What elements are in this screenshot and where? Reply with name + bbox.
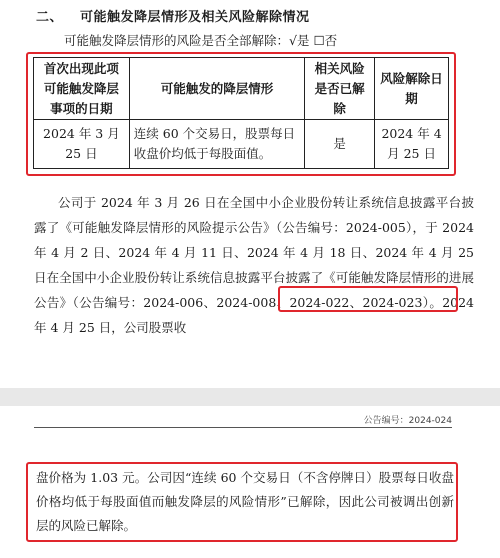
- resolution-paragraph: 盘价格为 1.03 元。公司因“连续 60 个交易日（不含停牌日）股票每日收盘价格均低于每股面值而触发降层的风险情形”已解除，因此公司被调出创新层的风险已解除。: [36, 470, 454, 533]
- disclosure-paragraph: [34, 190, 474, 340]
- header-rule: [34, 427, 452, 428]
- header-first-date: 首次出现此项可能触发降层事项的日期: [34, 58, 130, 120]
- cell-risk-resolved: 是: [305, 120, 375, 169]
- section-heading: [36, 6, 310, 25]
- inline-highlight-box: [278, 286, 458, 312]
- section-title: 可能触发降层情形及相关风险解除情况: [80, 10, 310, 25]
- header-trigger-situation: 可能触发的降层情形: [129, 58, 304, 120]
- paragraph-body: 公司于 2024 年 3 月 26 日在全国中小企业股份转让系统信息披露平台披露了《可能触发降层情形的风险提示公告》（公告编号：2024-005），于 2024 年 4 月 2 日、2024 年 4 月 11 日、2024 年 4 月 18 日、2024 年 4 月 25 日在全国中小企业股份转让系统信息披露平台披露了《可能触发降层情形的进展公告》（公告编号：2024-006、2024-008、2024-022、2024-023）。: [34, 195, 474, 310]
- header-resolution-date: 风险解除日期: [375, 58, 449, 120]
- cell-trigger-situation: 连续 60 个交易日，股票每日收盘价均低于每股面值。: [129, 120, 304, 169]
- cell-first-date: 2024 年 3 月 25 日: [34, 120, 130, 169]
- table-row: [34, 120, 449, 169]
- section-number: 二、: [36, 10, 64, 25]
- highlighted-text: 2024 年 4 月 25 日，公司股票收: [34, 295, 474, 335]
- header-risk-resolved: 相关风险是否已解除: [305, 58, 375, 120]
- risk-table: [33, 57, 449, 169]
- table-header-row: [34, 58, 449, 120]
- page-separator: [0, 388, 500, 406]
- risk-status-line: 可能触发降层情形的风险是否全部解除：√是 ☐否: [64, 33, 338, 48]
- announcement-number: 公告编号：2024-024: [363, 416, 452, 426]
- cell-resolution-date: 2024 年 4 月 25 日: [375, 120, 449, 169]
